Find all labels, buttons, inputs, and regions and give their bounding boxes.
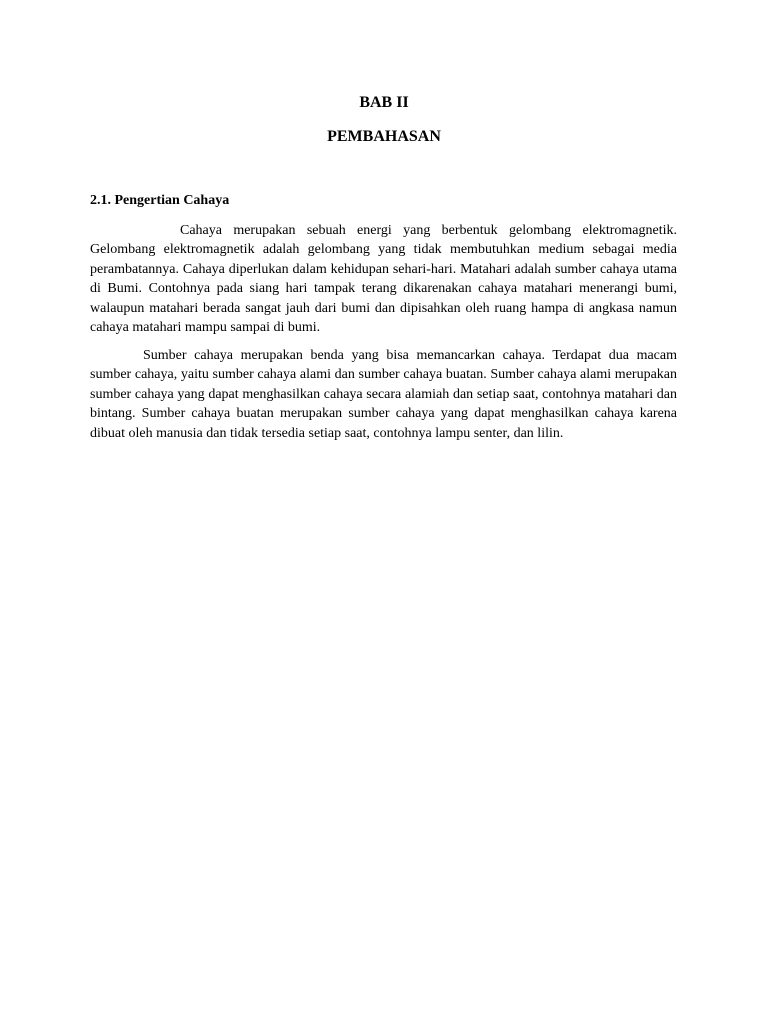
- paragraph: Cahaya merupakan sebuah energi yang berbentuk gelombang elektromagnetik. Gelombang elektromagnetik adalah gelombang yang tidak membutuhkan medium sebagai media perambatannya. Cahaya diperlukan dalam kehidupan sehari-hari. Matahari adalah sumber cahaya utama di Bumi. Contohnya pada siang hari tampak terang dikarenakan cahaya matahari menerangi bumi, walaupun matahari berada sangat jauh dari bumi dan dipisahkan oleh ruang hampa di angkasa namun cahaya matahari mampu sampai di bumi.: [90, 223, 677, 336]
- section-heading: 2.1. Pengertian Cahaya: [90, 193, 230, 208]
- chapter-number: BAB II: [359, 94, 409, 111]
- chapter-title: PEMBAHASAN: [327, 128, 441, 145]
- paragraph: Sumber cahaya merupakan benda yang bisa memancarkan cahaya. Terdapat dua macam sumber cahaya, yaitu sumber cahaya alami dan sumber cahaya buatan. Sumber cahaya alami merupakan sumber cahaya yang dapat menghasilkan cahaya secara alamiah dan setiap saat, contohnya matahari dan bintang. Sumber cahaya buatan merupakan sumber cahaya yang dapat menghasilkan cahaya karena dibuat oleh manusia dan tidak tersedia setiap saat, contohnya lampu senter, dan lilin.: [90, 348, 677, 441]
